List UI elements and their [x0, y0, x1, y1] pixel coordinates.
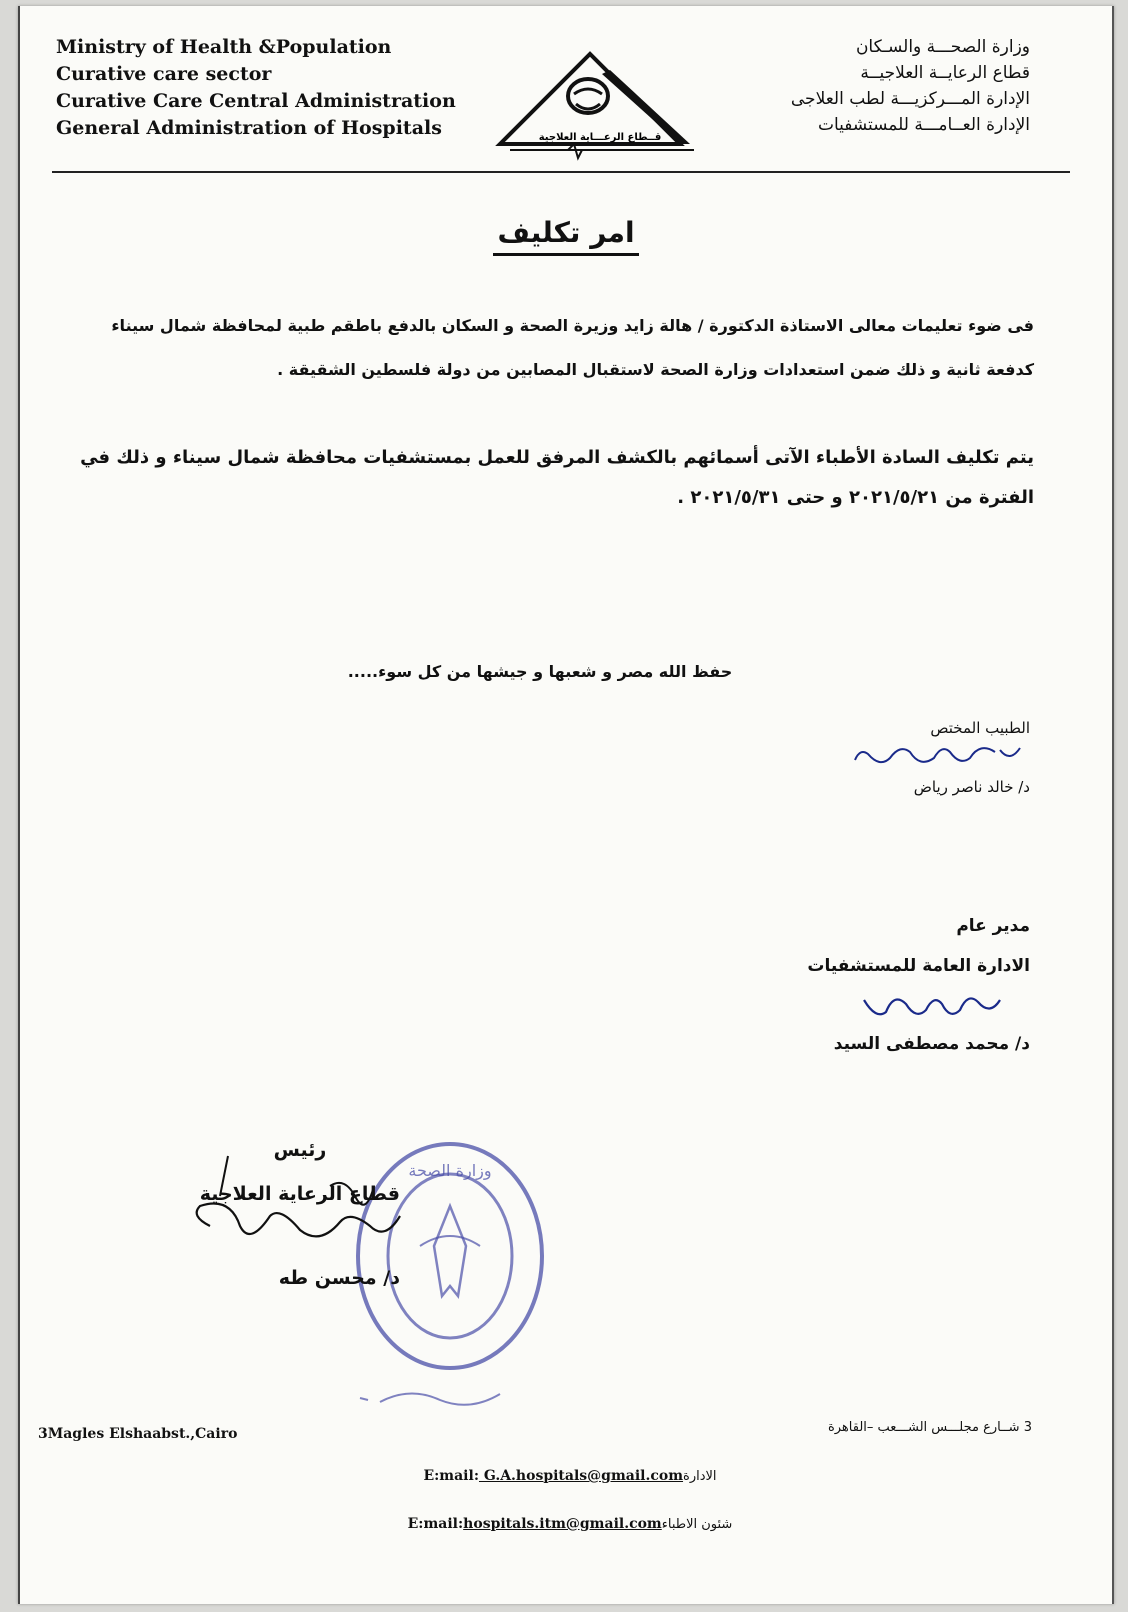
central-admin-ar: الإدارة المـــركزيـــة لطب العلاجى	[790, 89, 1030, 109]
arabic-letterhead	[791, 34, 1030, 138]
signatory-director-dept: الادارة العامة للمستشفيات	[807, 956, 1030, 976]
general-admin-ar: الإدارة العــامـــة للمستشفيات	[817, 115, 1030, 135]
email-prefix: E:mail:	[423, 1468, 479, 1484]
ministry-name-en: Ministry of Health &Population	[56, 36, 392, 58]
handwritten-signature-1	[850, 738, 1030, 772]
address-arabic: 3 شــارع مجلـــس الشـــعب –القاهرة	[827, 1420, 1032, 1435]
document-page	[18, 6, 1114, 1604]
paragraph-instructions: فى ضوء تعليمات معالى الاستاذة الدكتورة / هالة زايد وزيرة الصحة و السكان بالدفع باطقم طبية لمحافظة شمال سيناء كدفعة ثانية و ذلك ضمن استعدادات وزارة الصحة لاستقبال المصابين من دولة فلسطين الشقيقة .	[111, 316, 1034, 379]
signatory-chief-dept: قطاع الرعاية العلاجية	[199, 1183, 400, 1205]
handwritten-signature-2	[850, 986, 1010, 1024]
email-address-doctors[interactable]: hospitals.itm@gmail.com	[463, 1516, 662, 1532]
email-prefix: E:mail:	[407, 1516, 464, 1532]
document-title: امر تكليف	[20, 216, 1112, 249]
address-english: 3Magles Elshaabst.,Cairo	[38, 1426, 238, 1442]
signatory-chief-role: رئيس	[273, 1139, 327, 1161]
email-administration	[350, 1468, 790, 1484]
closing-prayer: حفظ الله مصر و شعبها و جيشها من كل سوء.....	[347, 662, 733, 681]
signatory-specialist	[850, 718, 1030, 797]
sector-name-en: Curative care sector	[56, 63, 272, 85]
sector-logo	[490, 44, 710, 164]
signatory-specialist-name: د/ خالد ناصر رياض	[913, 778, 1030, 796]
header-divider	[52, 171, 1070, 173]
ministry-name-ar: وزارة الصحـــة والسـكان	[855, 37, 1030, 57]
signatory-director-name: د/ محمد مصطفى السيد	[833, 1034, 1030, 1054]
email-address-admin[interactable]: G.A.hospitals@gmail.com	[478, 1468, 684, 1484]
signatory-director-role: مدير عام	[956, 916, 1030, 936]
general-admin-en: General Administration of Hospitals	[56, 117, 442, 139]
email-label-admin: الادارة	[683, 1469, 717, 1484]
stamp-number-mark	[350, 1378, 510, 1418]
stamp-text: وزارة الصحة	[408, 1161, 492, 1180]
email-label-doctors: شئون الاطباء	[661, 1517, 733, 1532]
email-doctors-affairs	[350, 1516, 790, 1532]
paragraph-assignment: يتم تكليف السادة الأطباء الآتى أسمائهم بالكشف المرفق للعمل بمستشفيات محافظة شمال سيناء و ذلك في الفترة من ٢٠٢١/٥/٢١ و حتى ٢٠٢١/٥/٣١ .	[80, 447, 1034, 508]
signatory-specialist-role: الطبيب المختص	[930, 719, 1030, 737]
handwritten-signature-3	[170, 1146, 430, 1276]
english-letterhead	[56, 34, 456, 142]
signatory-director	[807, 906, 1030, 1064]
signatory-chief-name: د/ محسن طه	[278, 1267, 400, 1289]
central-admin-en: Curative Care Central Administration	[56, 90, 456, 112]
sector-name-ar: قطاع الرعايــة العلاجيــة	[860, 63, 1030, 83]
logo-caption: قــطاع الرعـــاية العلاجية	[538, 132, 662, 143]
